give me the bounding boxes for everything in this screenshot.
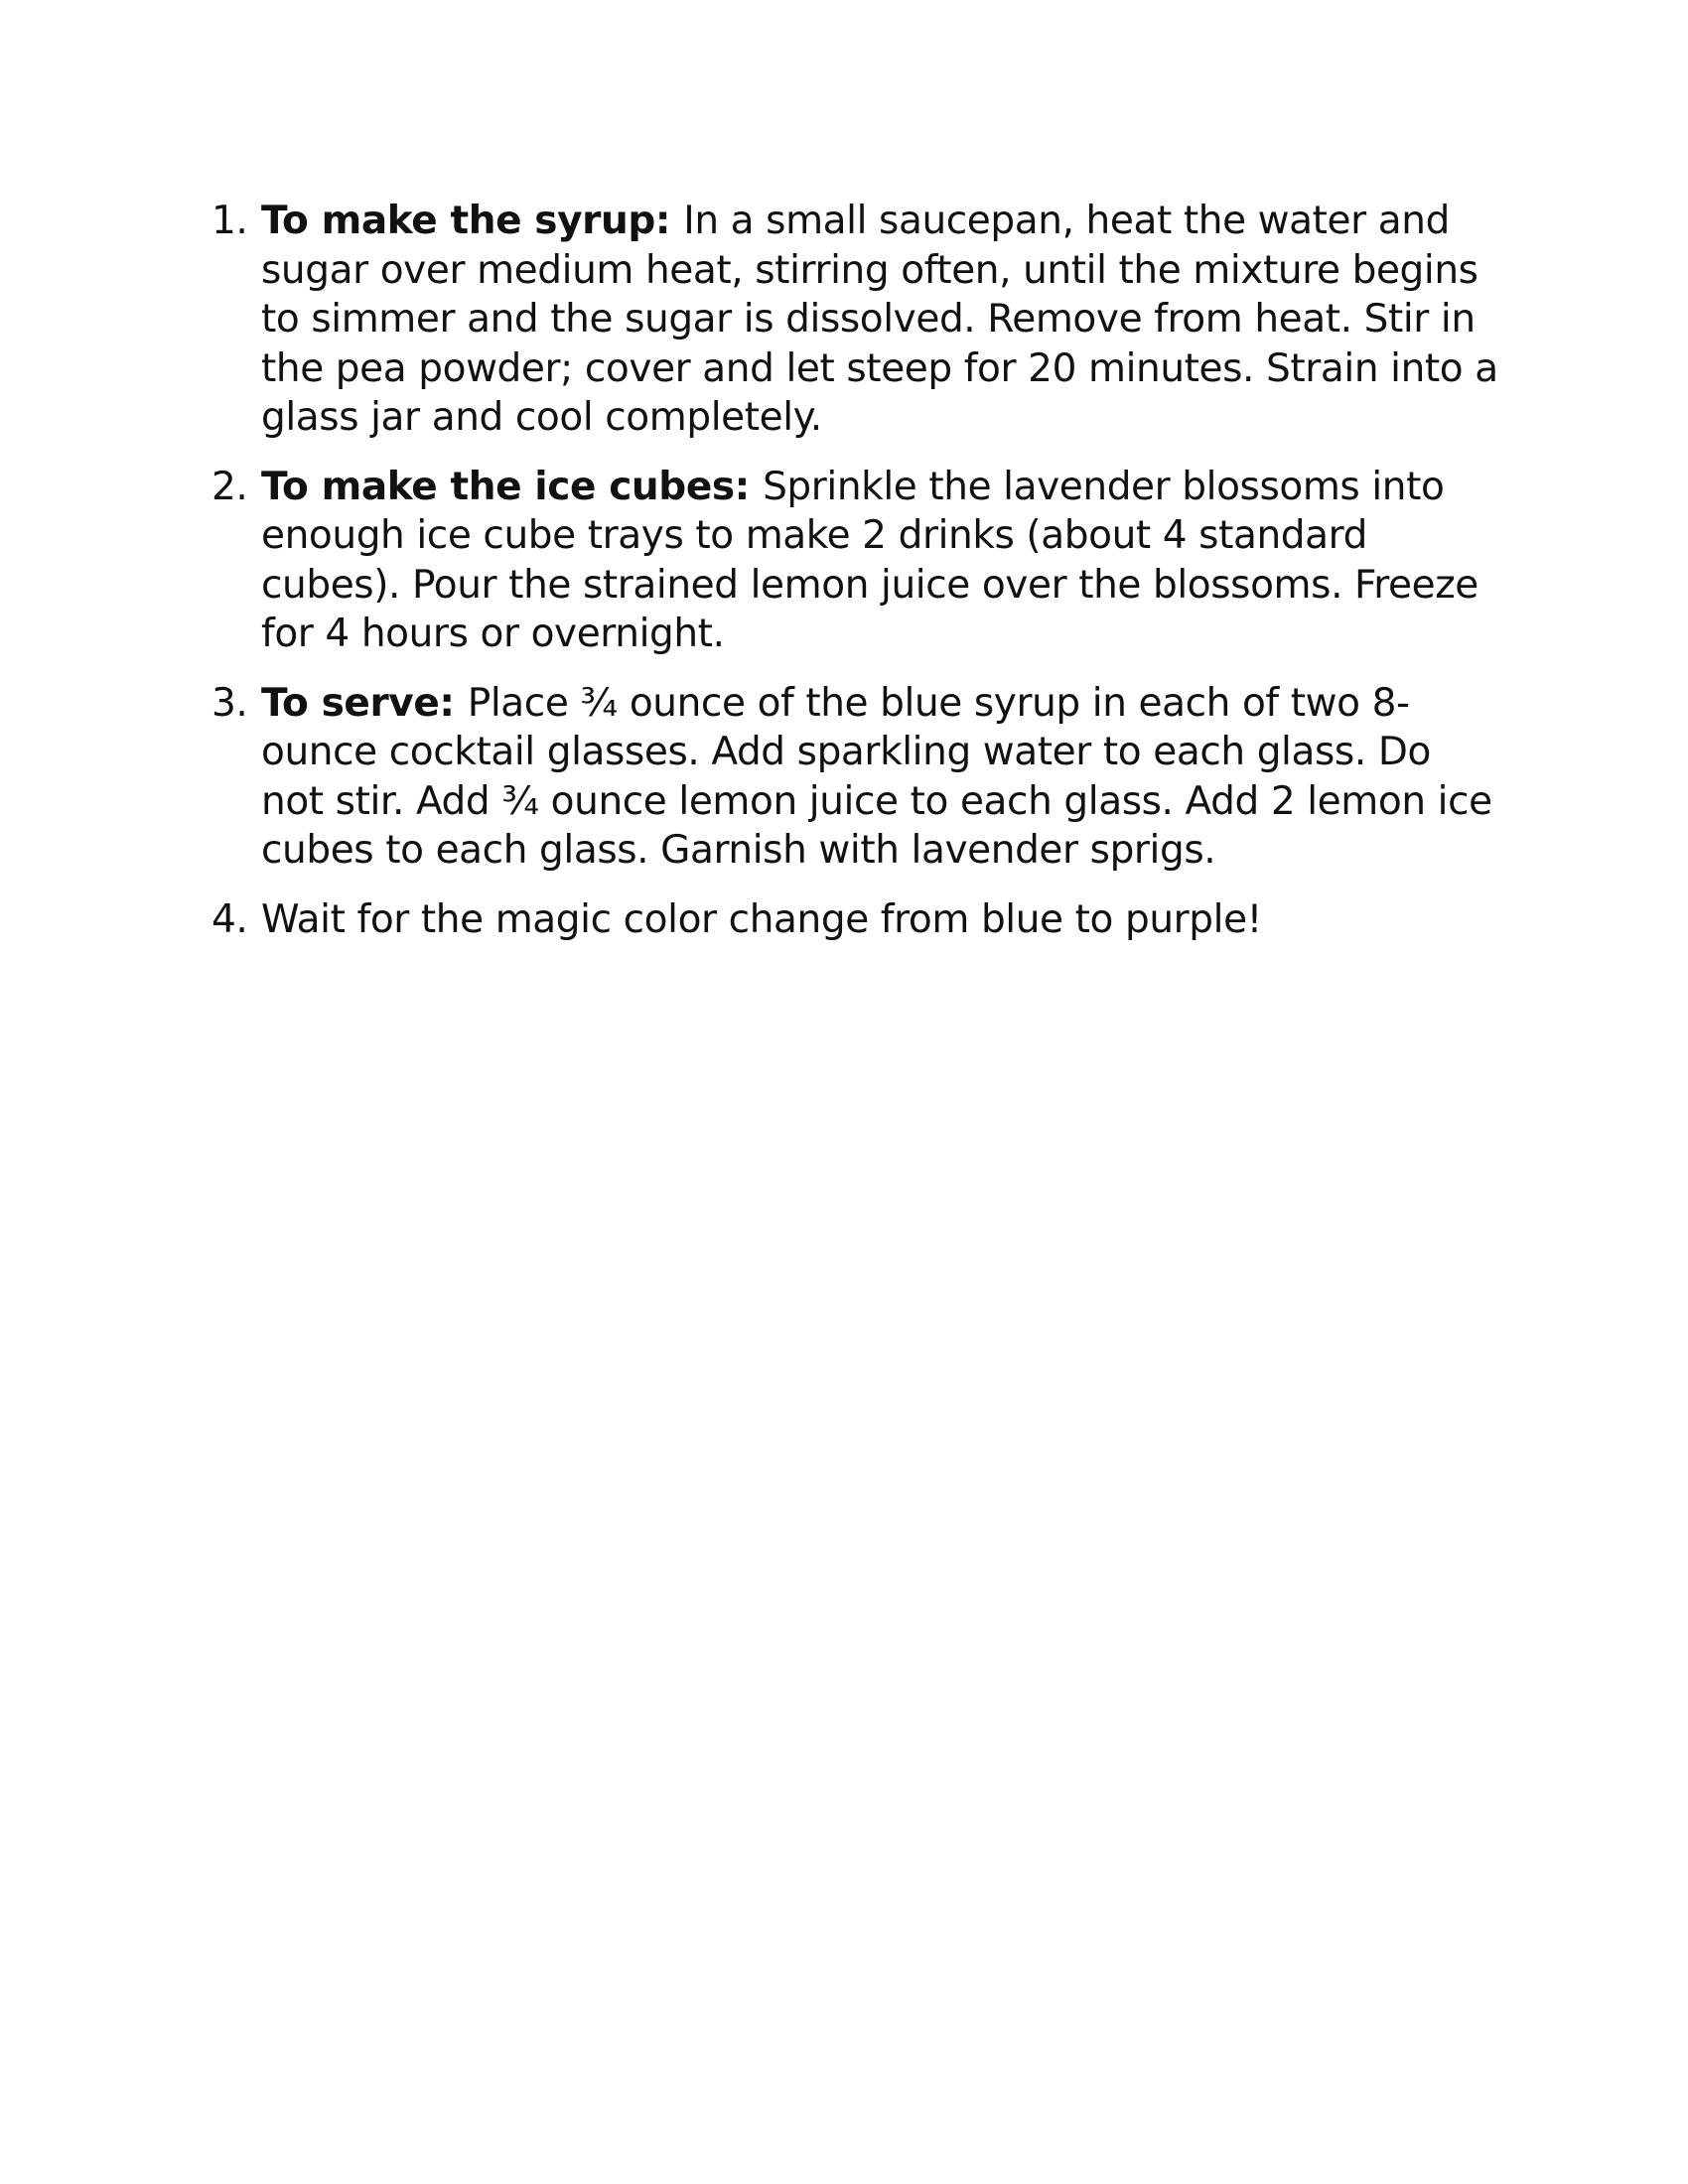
step-number: 3. xyxy=(211,680,248,726)
step-text: Sprinkle the lavender blossoms into enough ice cube trays to make 2 drinks (about 4 standard cubes). Pour the strained lemon juice over the blossoms. Freeze for 4 hours or overnight. xyxy=(261,464,1478,656)
step-text: Wait for the magic color change from blue to purple! xyxy=(261,896,1262,942)
instruction-step-4 xyxy=(211,895,1502,945)
step-number: 4. xyxy=(211,896,248,942)
step-text: Place ¾ ounce of the blue syrup in each of two 8-ounce cocktail glasses. Add sparkling water to each glass. Do not stir. Add ¾ ounce lemon juice to each glass. Add 2 lemon ice cubes to each glass. Garnish with lavender sprigs. xyxy=(261,680,1492,873)
step-heading: To make the syrup: xyxy=(261,199,684,243)
instruction-step-3 xyxy=(211,679,1502,876)
step-heading: To serve: xyxy=(261,680,468,726)
step-number: 1. xyxy=(211,199,248,243)
step-text: In a small saucepan, heat the water and sugar over medium heat, stirring often, until the mixture begins to simmer and the sugar is dissolved. Remove from heat. Stir in the pea powder; cover and let steep for 20 minutes. Strain into a glass jar and cool completely. xyxy=(261,199,1498,440)
instruction-step-1 xyxy=(211,197,1502,443)
step-number: 2. xyxy=(211,464,248,509)
step-heading: To make the ice cubes: xyxy=(261,464,764,509)
recipe-instructions-list xyxy=(211,197,1502,964)
instruction-step-2 xyxy=(211,463,1502,659)
